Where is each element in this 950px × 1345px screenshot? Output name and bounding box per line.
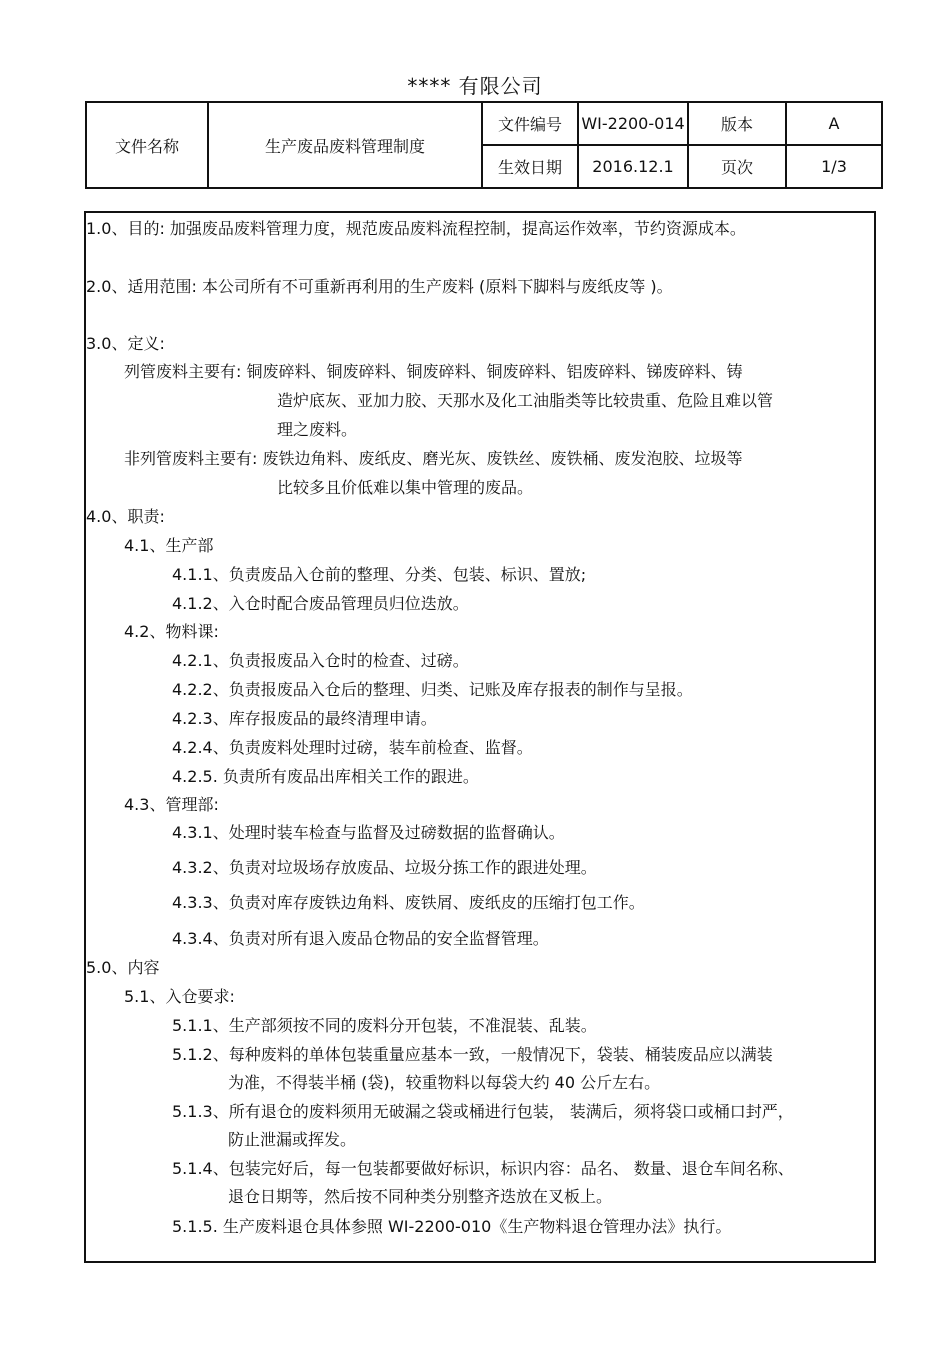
definition-controlled-line-3: 理之废料。	[277, 420, 358, 439]
definition-controlled-line-1: 列管废料主要有: 铜废碎料、铜废碎料、铜废碎料、铜废碎料、铝废碎料、锑废碎料、铸	[124, 362, 743, 381]
subsection-5-1: 5.1、入仓要求:	[124, 987, 235, 1006]
page-value: 1/3	[786, 145, 882, 188]
definition-controlled-line-2: 造炉底灰、亚加力胶、天那水及化工油脂类等比较贵重、危险且难以管	[277, 391, 774, 410]
item-5-1-3-line-2: 防止泄漏或挥发。	[228, 1130, 357, 1149]
item-4-1-2: 4.1.2、入仓时配合废品管理员归位迭放。	[172, 594, 469, 613]
company-title: **** 有限公司	[407, 74, 543, 98]
definition-uncontrolled-line-2: 比较多且价低难以集中管理的废品。	[277, 478, 534, 497]
subsection-4-2: 4.2、物料课:	[124, 622, 219, 641]
definition-uncontrolled-line-1: 非列管废料主要有: 废铁边角料、废纸皮、磨光灰、废铁丝、废铁桶、废发泡胶、垃圾等	[124, 449, 743, 468]
item-4-2-3: 4.2.3、库存报废品的最终清理申请。	[172, 709, 437, 728]
item-4-2-1: 4.2.1、负责报废品入仓时的检查、过磅。	[172, 651, 469, 670]
document-header-table	[85, 101, 883, 189]
effective-date-value: 2016.12.1	[578, 145, 688, 188]
item-4-3-2: 4.3.2、负责对垃圾场存放废品、垃圾分拣工作的跟进处理。	[172, 858, 597, 877]
version-label: 版本	[688, 102, 786, 145]
item-5-1-3-line-1: 5.1.3、所有退仓的废料须用无破漏之袋或桶进行包装， 装满后，须将袋口或桶口封严，	[172, 1102, 794, 1121]
document-body	[84, 211, 876, 1263]
item-4-2-2: 4.2.2、负责报废品入仓后的整理、归类、记账及库存报表的制作与呈报。	[172, 680, 693, 699]
item-4-3-3: 4.3.3、负责对库存废铁边角料、废铁屑、废纸皮的压缩打包工作。	[172, 893, 645, 912]
version-value: A	[786, 102, 882, 145]
effective-date-label: 生效日期	[482, 145, 578, 188]
item-5-1-2-line-1: 5.1.2、每种废料的单体包装重量应基本一致，一般情况下，袋装、桶装废品应以满装	[172, 1045, 773, 1064]
item-5-1-5: 5.1.5. 生产废料退仓具体参照 WI-2200-010《生产物料退仓管理办法》执行。	[172, 1217, 732, 1236]
item-5-1-2-line-2: 为准，不得装半桶 (袋)，较重物料以每袋大约 40 公斤左右。	[228, 1073, 661, 1092]
item-4-3-1: 4.3.1、处理时装车检查与监督及过磅数据的监督确认。	[172, 823, 565, 842]
item-5-1-4-line-1: 5.1.4、包装完好后，每一包装都要做好标识，标识内容：品名、 数量、退仓车间名称、	[172, 1159, 794, 1178]
section-3-heading: 3.0、定义:	[86, 334, 165, 353]
item-5-1-4-line-2: 退仓日期等，然后按不同种类分别整齐迭放在叉板上。	[228, 1187, 613, 1206]
subsection-4-1: 4.1、生产部	[124, 536, 214, 555]
section-4-heading: 4.0、职责:	[86, 507, 165, 526]
section-1-purpose: 1.0、目的: 加强废品废料管理力度，规范废品废料流程控制，提高运作效率，节约资源成本。	[86, 219, 746, 238]
doc-name-label: 文件名称	[86, 102, 208, 188]
section-2-scope: 2.0、适用范围: 本公司所有不可重新再利用的生产废料 (原料下脚料与废纸皮等 )。	[86, 277, 673, 296]
subsection-4-3: 4.3、管理部:	[124, 795, 219, 814]
item-4-1-1: 4.1.1、负责废品入仓前的整理、分类、包装、标识、置放;	[172, 565, 587, 584]
item-4-2-4: 4.2.4、负责废料处理时过磅，装车前检查、监督。	[172, 738, 533, 757]
section-5-heading: 5.0、内容	[86, 958, 160, 977]
item-4-2-5: 4.2.5. 负责所有废品出库相关工作的跟进。	[172, 767, 479, 786]
item-5-1-1: 5.1.1、生产部须按不同的废料分开包装，不准混装、乱装。	[172, 1016, 597, 1035]
doc-code-value: WI-2200-014	[578, 102, 688, 145]
doc-code-label: 文件编号	[482, 102, 578, 145]
page-label: 页次	[688, 145, 786, 188]
doc-name-value: 生产废品废料管理制度	[208, 102, 482, 188]
item-4-3-4: 4.3.4、负责对所有退入废品仓物品的安全监督管理。	[172, 929, 549, 948]
